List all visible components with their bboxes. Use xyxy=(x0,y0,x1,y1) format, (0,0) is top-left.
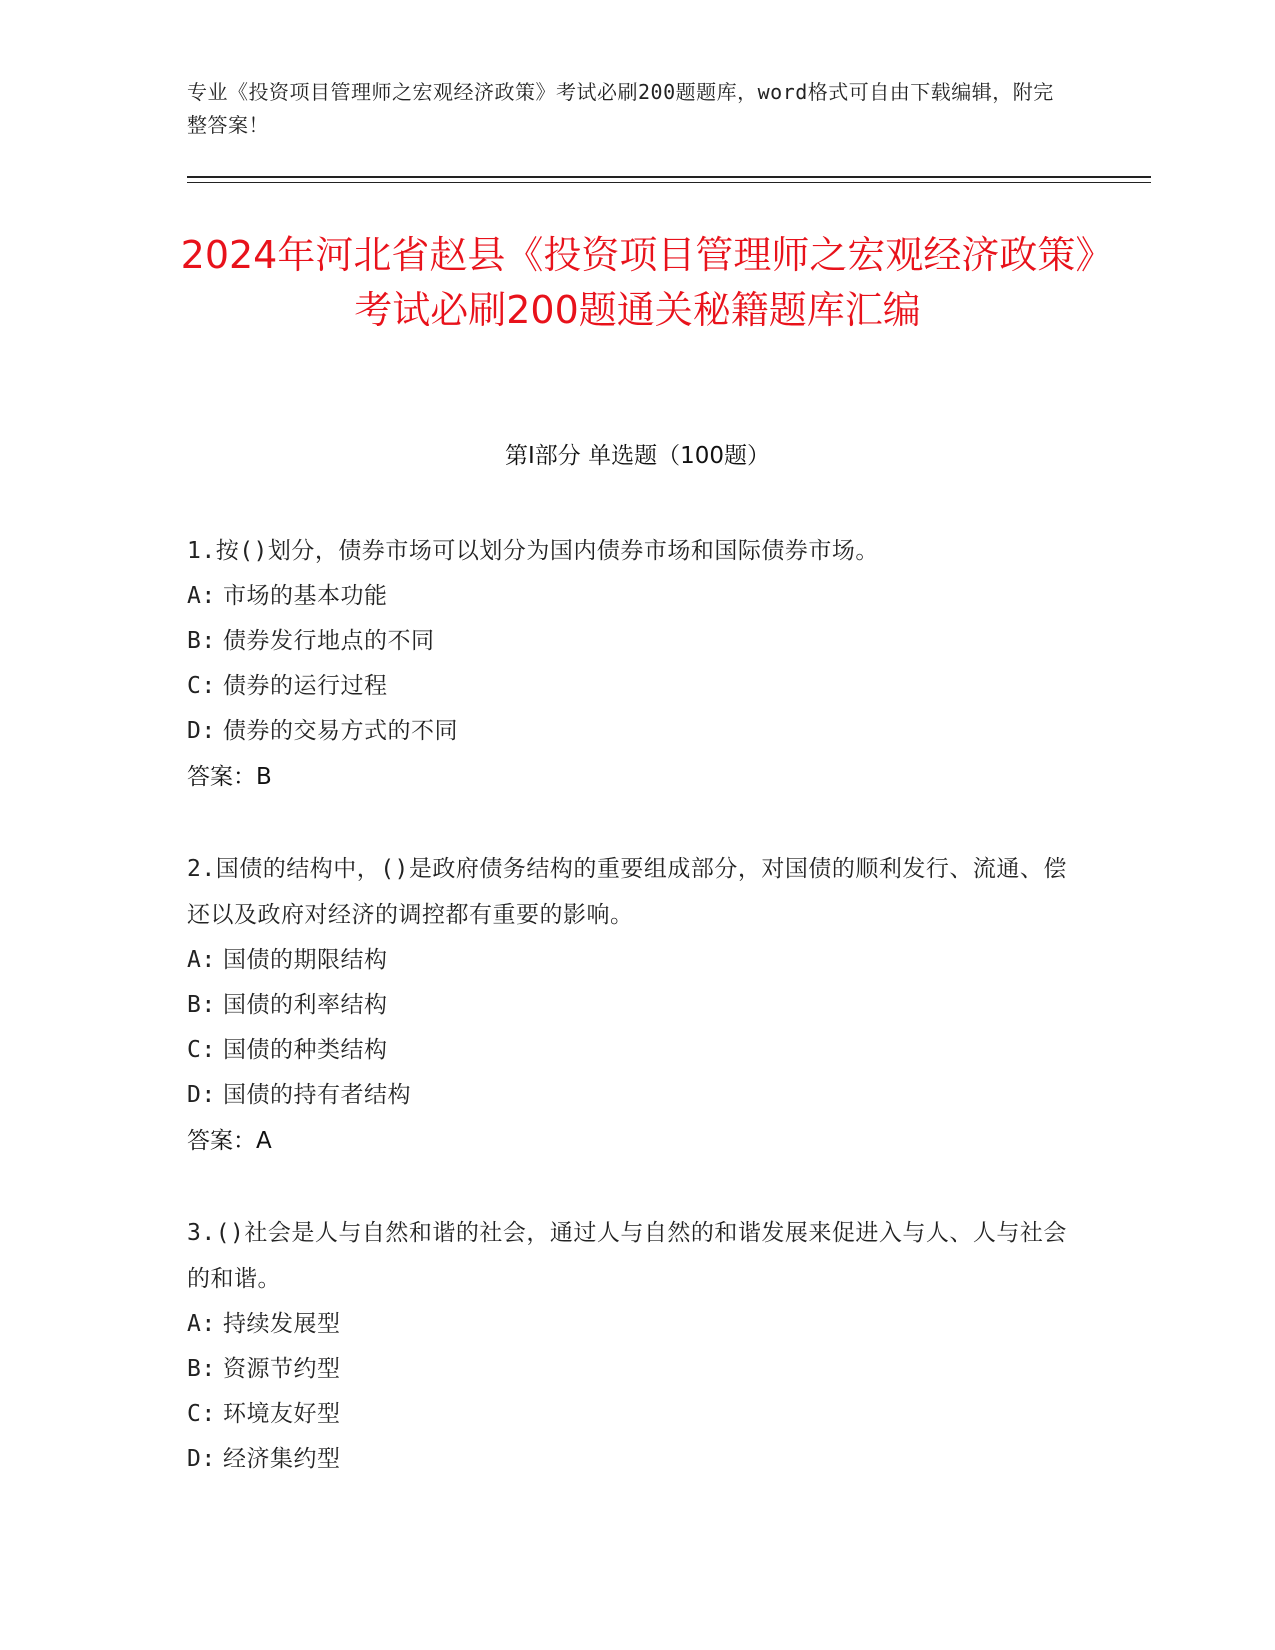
option-text: 国债的持有者结构 xyxy=(223,1082,411,1108)
question-item xyxy=(187,1210,1077,1482)
option-text: 国债的种类结构 xyxy=(223,1037,388,1063)
option-letter: B: xyxy=(187,992,216,1018)
option-text: 债券发行地点的不同 xyxy=(223,628,435,654)
option-letter: D: xyxy=(187,1446,216,1472)
option-letter: C: xyxy=(187,673,216,699)
question-stem: 3.()社会是人与自然和谐的社会，通过人与自然的和谐发展来促进入与人、人与社会的和谐。 xyxy=(187,1220,1067,1292)
option-text: 经济集约型 xyxy=(223,1446,341,1472)
option-a xyxy=(187,574,1077,619)
option-text: 环境友好型 xyxy=(223,1401,341,1427)
option-letter: A: xyxy=(187,947,216,973)
option-d xyxy=(187,709,1077,754)
option-text: 债券的交易方式的不同 xyxy=(223,718,458,744)
answer-line: 答案：A xyxy=(187,1128,272,1154)
option-text: 国债的期限结构 xyxy=(223,947,388,973)
option-text: 资源节约型 xyxy=(223,1356,341,1382)
header-rule xyxy=(187,176,1151,178)
option-letter: B: xyxy=(187,628,216,654)
question-item xyxy=(187,528,1077,800)
question-stem: 2.国债的结构中，()是政府债务结构的重要组成部分，对国债的顺利发行、流通、偿还以及政府对经济的调控都有重要的影响。 xyxy=(187,856,1067,928)
header-rule-thin xyxy=(187,182,1151,183)
option-c xyxy=(187,1392,1077,1437)
option-letter: A: xyxy=(187,583,216,609)
option-d xyxy=(187,1073,1077,1118)
option-a xyxy=(187,938,1077,983)
document-title: 2024年河北省赵县《投资项目管理师之宏观经济政策》考试必刷200题通关秘籍题库汇编 xyxy=(180,233,1095,332)
question-item xyxy=(187,846,1077,1164)
option-b xyxy=(187,619,1077,664)
option-letter: A: xyxy=(187,1311,216,1337)
option-text: 国债的利率结构 xyxy=(223,992,388,1018)
option-text: 债券的运行过程 xyxy=(223,673,388,699)
header-note: 专业《投资项目管理师之宏观经济政策》考试必刷200题题库，word格式可自由下载编辑，附完整答案！ xyxy=(187,80,1054,137)
question-stem: 1.按()划分，债券市场可以划分为国内债券市场和国际债券市场。 xyxy=(187,538,879,564)
option-letter: C: xyxy=(187,1401,216,1427)
option-text: 市场的基本功能 xyxy=(223,583,388,609)
option-c xyxy=(187,664,1077,709)
option-letter: B: xyxy=(187,1356,216,1382)
option-b xyxy=(187,983,1077,1028)
option-text: 持续发展型 xyxy=(223,1311,341,1337)
answer-line: 答案：B xyxy=(187,764,272,790)
option-letter: C: xyxy=(187,1037,216,1063)
option-a xyxy=(187,1302,1077,1347)
option-b xyxy=(187,1347,1077,1392)
option-letter: D: xyxy=(187,718,216,744)
option-c xyxy=(187,1028,1077,1073)
option-letter: D: xyxy=(187,1082,216,1108)
option-d xyxy=(187,1437,1077,1482)
section-heading: 第Ⅰ部分 单选题（100题） xyxy=(505,443,770,469)
question-list xyxy=(187,528,1077,1528)
